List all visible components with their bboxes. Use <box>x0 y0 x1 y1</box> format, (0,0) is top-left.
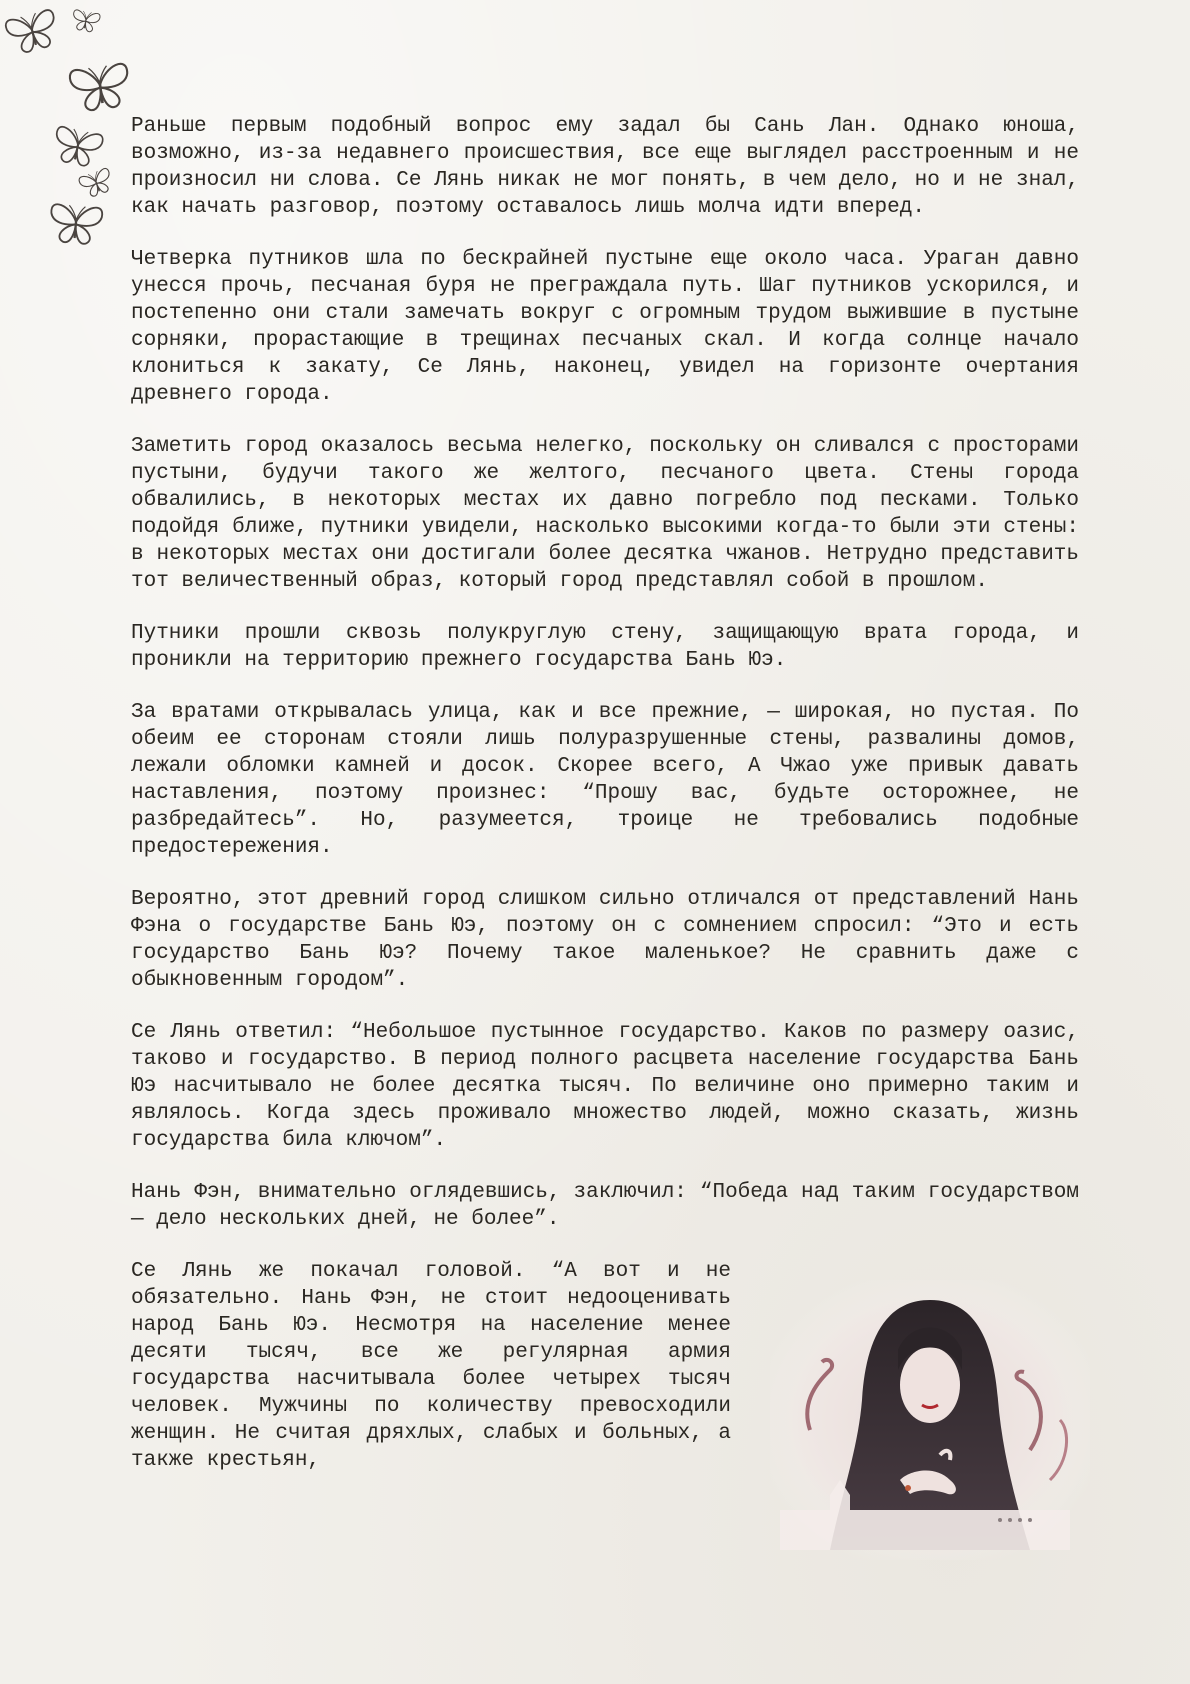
paragraph-5: За вратами открывалась улица, как и все прежние, — широкая, но пустая. По обеим ее сторонам стояли лишь полуразрушенные стены, развалины домов, лежали обломки камней и досок. Скорее всего, А Чжао уже привык давать наставления, поэтому произнес: “Прошу вас, будьте осторожнее, не разбредайтесь”. Но, разумеется, троице не требовались подобные предостережения. <box>131 701 1079 859</box>
paragraph-6: Вероятно, этот древний город слишком сильно отличался от представлений Нань Фэна о государстве Бань Юэ, поэтому он с сомнением спросил: “Это и есть государство Бань Юэ? Почему такое маленькое? Не сравнить даже с обыкновенным городом”. <box>131 888 1079 992</box>
paragraph-9: Се Лянь же покачал головой. “А вот и не обязательно. Нань Фэн, не стоит недооценивать народ Бань Юэ. Несмотря на население менее десяти тысяч, все же регулярная армия государства насчитывала более четырех тысяч человек. Мужчины по количеству превосходили женщин. Не считая дряхлых, слабых и больных, а также крестьян, <box>131 1260 731 1472</box>
veiled-woman-illustration <box>770 1280 1090 1560</box>
paragraph-8: Нань Фэн, внимательно оглядевшись, заключил: “Победа над таким государством — дело нескольких дней, не более”. <box>131 1181 1079 1231</box>
paragraph-2: Четверка путников шла по бескрайней пустыне еще около часа. Ураган давно унесся прочь, песчаная буря не преграждала путь. Шаг путников ускорился, и постепенно они стали замечать вокруг с огромным трудом выжившие в пустыне сорняки, прорастающие в трещинах песчаных скал. И когда солнце начало клониться к закату, Се Лянь, наконец, увидел на горизонте очертания древнего города. <box>131 248 1079 406</box>
paragraph-3: Заметить город оказалось весьма нелегко, поскольку он сливался с просторами пустыни, будучи такого же желтого, песчаного цвета. Стены города обвалились, в некоторых местах их давно погребло под песками. Только подойдя ближе, путники увидели, насколько высокими когда-то были эти стены: в некоторых местах они достигали более десятка чжанов. Нетрудно представить тот величественный образ, который город представлял собой в прошлом. <box>131 435 1079 593</box>
paragraph-7: Се Лянь ответил: “Небольшое пустынное государство. Каков по размеру оазис, таково и государство. В период полного расцвета население государства Бань Юэ насчитывало не более десятка тысяч. По величине оно примерно таким и являлось. Когда здесь проживало множество людей, можно сказать, жизнь государства била ключом”. <box>131 1021 1079 1152</box>
paragraph-1: Раньше первым подобный вопрос ему задал бы Сань Лан. Однако юноша, возможно, из-за недавнего происшествия, все еще выглядел расстроенным и не произносил ни слова. Се Лянь никак не мог понять, в чем дело, но и не знал, как начать разговор, поэтому оставалось лишь молча идти вперед. <box>131 115 1079 219</box>
butterfly-icon <box>0 0 150 260</box>
paragraph-4: Путники прошли сквозь полукруглую стену, защищающую врата города, и проникли на территорию прежнего государства Бань Юэ. <box>131 622 1079 672</box>
